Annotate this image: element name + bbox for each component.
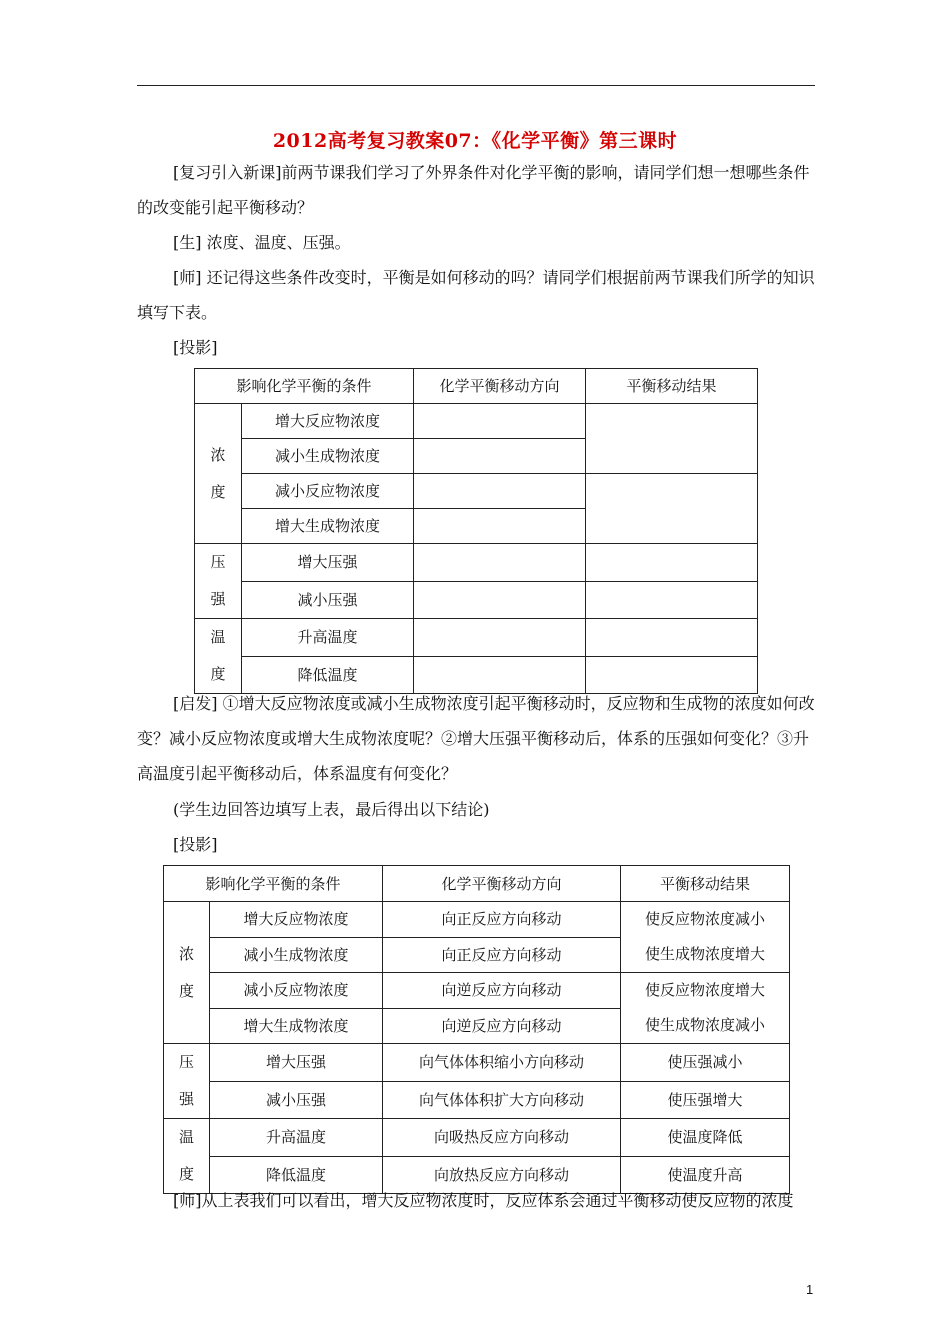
result-cell: 使温度降低 (621, 1119, 790, 1157)
group-pressure: 压 强 (195, 544, 242, 619)
filled-table (163, 865, 790, 1194)
result-blank-cell (586, 544, 758, 582)
result-cell: 使温度升高 (621, 1156, 790, 1194)
direction-blank-cell (414, 439, 586, 474)
condition-cell: 减小生成物浓度 (242, 439, 414, 474)
result-blank-cell (586, 404, 758, 474)
condition-cell: 增大反应物浓度 (242, 404, 414, 439)
projection-label-2: [投影] (173, 835, 218, 854)
result-blank-cell (586, 581, 758, 619)
direction-cell: 向逆反应方向移动 (383, 973, 621, 1009)
result-cell: 使压强减小 (621, 1044, 790, 1082)
direction-cell: 向吸热反应方向移动 (383, 1119, 621, 1157)
condition-cell: 减小反应物浓度 (242, 474, 414, 509)
condition-cell: 减小生成物浓度 (210, 937, 383, 973)
header-direction: 化学平衡移动方向 (383, 866, 621, 902)
condition-cell: 增大压强 (210, 1044, 383, 1082)
paragraph-note: (学生边回答边填写上表，最后得出以下结论) (173, 800, 490, 819)
result-blank-cell (586, 619, 758, 657)
direction-cell: 向气体体积扩大方向移动 (383, 1081, 621, 1119)
condition-cell: 增大生成物浓度 (242, 509, 414, 544)
direction-blank-cell (414, 619, 586, 657)
direction-blank-cell (414, 581, 586, 619)
direction-cell: 向正反应方向移动 (383, 902, 621, 938)
result-cell: 使反应物浓度增大 使生成物浓度减小 (621, 973, 790, 1044)
page-number: 1 (806, 1282, 814, 1297)
group-temperature: 温 度 (195, 619, 242, 694)
result-cell: 使压强增大 (621, 1081, 790, 1119)
direction-cell: 向逆反应方向移动 (383, 1008, 621, 1044)
paragraph-conclusion: [师]从上表我们可以看出，增大反应物浓度时，反应体系会通过平衡移动使反应物的浓度 (173, 1191, 794, 1210)
direction-blank-cell (414, 474, 586, 509)
paragraph-intro: [复习引入新课]前两节课我们学习了外界条件对化学平衡的影响，请同学们想一想哪些条件的改变能引起平衡移动？ (137, 163, 810, 217)
header-result: 平衡移动结果 (621, 866, 790, 902)
header-condition: 影响化学平衡的条件 (164, 866, 383, 902)
condition-cell: 减小压强 (242, 581, 414, 619)
condition-cell: 降低温度 (210, 1156, 383, 1194)
direction-blank-cell (414, 544, 586, 582)
direction-blank-cell (414, 404, 586, 439)
header-result: 平衡移动结果 (586, 369, 758, 404)
paragraph-prompt: [启发] ①增大反应物浓度或减小生成物浓度引起平衡移动时，反应物和生成物的浓度如何改变？减小反应物浓度或增大生成物浓度呢？②增大压强平衡移动后，体系的压强如何变化？③升高温度引起平衡移动后，体系温度有何变化？ (137, 694, 815, 783)
group-pressure: 压 强 (164, 1044, 210, 1119)
condition-cell: 增大反应物浓度 (210, 902, 383, 938)
paragraph-teacher: [师] 还记得这些条件改变时，平衡是如何移动的吗？请同学们根据前两节课我们所学的知识填写下表。 (137, 268, 815, 322)
direction-cell: 向正反应方向移动 (383, 937, 621, 973)
blank-table (194, 368, 758, 694)
header-direction: 化学平衡移动方向 (414, 369, 586, 404)
condition-cell: 增大生成物浓度 (210, 1008, 383, 1044)
direction-cell: 向放热反应方向移动 (383, 1156, 621, 1194)
header-condition: 影响化学平衡的条件 (195, 369, 414, 404)
condition-cell: 增大压强 (242, 544, 414, 582)
group-concentration: 浓 度 (195, 404, 242, 544)
result-blank-cell (586, 474, 758, 544)
direction-blank-cell (414, 509, 586, 544)
condition-cell: 减小反应物浓度 (210, 973, 383, 1009)
group-temperature: 温 度 (164, 1119, 210, 1194)
header-rule (137, 85, 815, 86)
group-concentration: 浓 度 (164, 902, 210, 1044)
direction-cell: 向气体体积缩小方向移动 (383, 1044, 621, 1082)
paragraph-student: [生] 浓度、温度、压强。 (173, 233, 351, 252)
page-title: 2012高考复习教案07：《化学平衡》第三课时 (272, 130, 678, 152)
condition-cell: 减小压强 (210, 1081, 383, 1119)
condition-cell: 降低温度 (242, 656, 414, 694)
condition-cell: 升高温度 (210, 1119, 383, 1157)
condition-cell: 升高温度 (242, 619, 414, 657)
projection-label-1: [投影] (173, 338, 218, 357)
result-cell: 使反应物浓度减小 使生成物浓度增大 (621, 902, 790, 973)
